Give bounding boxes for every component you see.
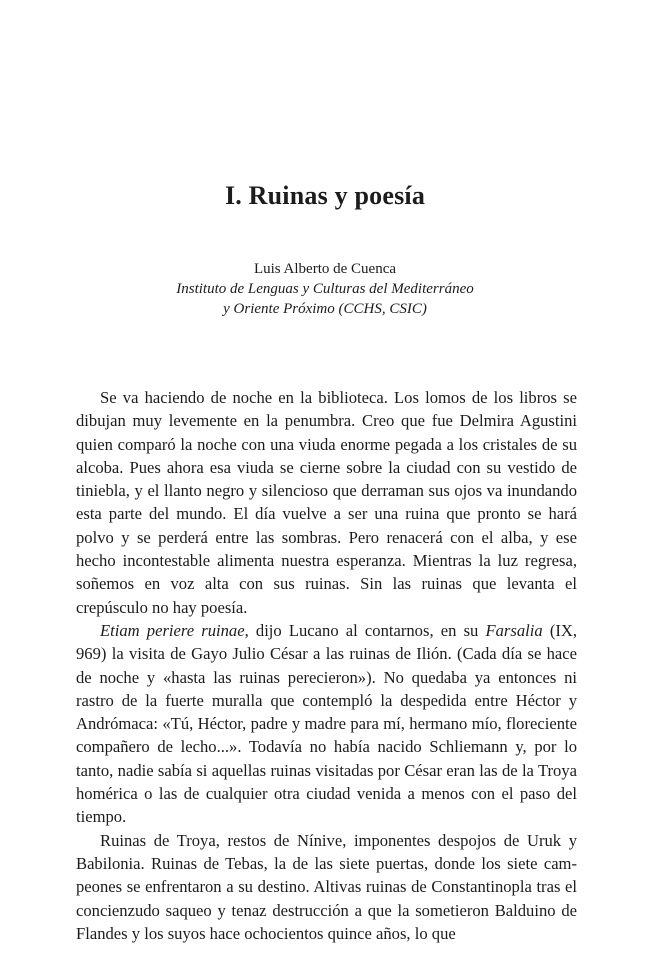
paragraph-3: Ruinas de Troya, restos de Nínive, imponentes despojos de Uruk y Babilonia. Ruinas de Tebas, la de las siete puertas, donde los siete campeones se enfrentaron a su destino. Altivas ruinas de Constantinopla tras el concienzudo saqueo y tenaz destrucción a que la sometieron Balduino de Flandes y los suyos hace ochocientos quince años, lo que <box>76 830 577 943</box>
paragraph-1: Se va haciendo de noche en la biblioteca. Los lomos de los libros se dibujan muy levemente en la penumbra. Creo que fue Delmira Agustini quien comparó la noche con una viuda enorme pegada a los cristales de su alcoba. Pues ahora esa viuda se cierne sobre la ciudad con su vestido de tiniebla, y el llanto negro y silencioso que derraman sus ojos va inundando esta parte del mundo. El día vuelve a ser una ruina que pronto se hará polvo y se perderá entre las sombras. Pero renacerá con el alba, y ese hecho incontestable alimenta nuestra esperanza. Mientras la luz regresa, soñemos en voz alta con sus ruinas. Sin las ruinas que levanta el crepúsculo no hay poesía. <box>76 388 577 617</box>
latin-quote: Etiam periere ruinae <box>100 620 245 640</box>
author-name: Luis Alberto de Cuenca <box>253 261 397 277</box>
byline <box>0 259 650 319</box>
paragraph-2-text-b: (IX, 969) la visita de Gayo Julio César a las ruinas de Ilión. (Cada día se hace de noche y «hasta las ruinas perecieron»). No quedaba ya entonces ni rastro de la fuerte muralla que contempló la despedida entre Héctor y Andrómaca: «Tú, Héctor, padre y madre para mí, hermano mío, floreciente compañero de lecho...». Todavía no había nacido Schliemann y, por lo tanto, nadie sabía si aquellas ruinas visitadas por César eran las de la Troya homérica o las de cualquier otra ciudad venida a menos con el paso del tiempo. <box>76 620 577 827</box>
chapter-title: I. Ruinas y poesía <box>224 181 426 210</box>
work-title-farsalia: Farsalia <box>485 620 543 640</box>
affiliation-line-2: y Oriente Próximo (CCHS, CSIC) <box>223 301 427 317</box>
paragraph-2-text-a: , dijo Lucano al contarnos, en su <box>244 620 486 640</box>
chapter-body <box>76 386 577 945</box>
affiliation-line-1: Instituto de Lenguas y Culturas del Mediterráneo <box>176 281 474 297</box>
paragraph-2 <box>76 619 577 829</box>
